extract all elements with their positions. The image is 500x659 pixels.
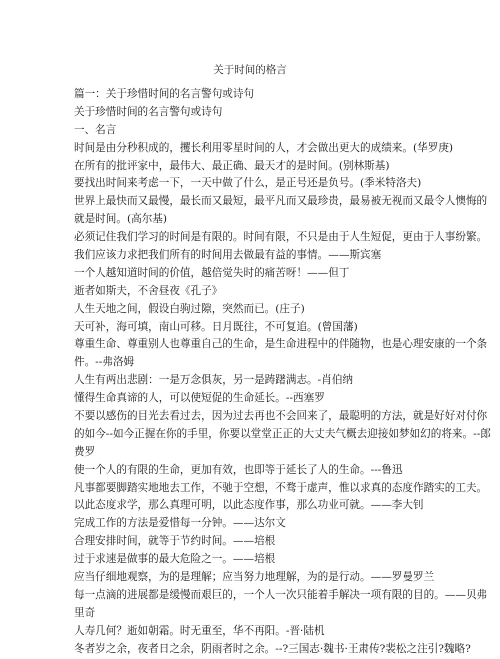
text-line: 就是时间。(高尔基) [74, 213, 168, 226]
text-line: 完成工作的方法是爱惜每一分钟。——达尔文 [74, 517, 286, 530]
text-line: 一、名言 [74, 123, 117, 136]
text-line: 人寿几何？逝如朝霜。时无重至，华不再阳。-晋·陆机 [74, 624, 325, 637]
text-line: 费罗 [74, 445, 96, 458]
document-body [74, 86, 491, 659]
text-line: 一个人越知道时间的价值，越倍觉失时的痛苦呀！——但丁 [74, 266, 350, 279]
text-line: 人生有两出悲剧：一是万念俱灰，另一是踌躇满志。-肖伯纳 [74, 374, 354, 387]
text-line: 的如今--如今正握在你的手里，你要以堂堂正正的大丈夫气概去迎接如梦如幻的将来。--郎 [74, 427, 491, 440]
text-line: 天可补，海可填，南山可移。日月既往，不可复追。(曾国藩) [74, 320, 358, 333]
text-line: 冬者岁之余，夜者日之余，阴雨者时之余。--?三国志·魏书·王肃传?裴松之注引?魏略? [74, 642, 471, 655]
text-line: 过于求速是做事的最大危险之一。——培根 [74, 553, 276, 566]
text-line: 要找出时间来考虑一下，一天中做了什么，是正号还是负号。(季米特洛夫) [74, 177, 422, 190]
text-line: 世界上最快而又最慢，最长而又最短，最平凡而又最珍贵，最易被无视而又最令人懊悔的 [74, 195, 488, 208]
text-line: 使一个人的有限的生命，更加有效，也即等于延长了人的生命。---鲁迅 [74, 463, 403, 476]
text-line: 懂得生命真谛的人，可以使短促的生命延长。--西塞罗 [74, 392, 325, 405]
text-line: 必须记住我们学习的时间是有限的。时间有限，不只是由于人生短促，更由于人事纷繁。 [74, 231, 488, 244]
text-line: 在所有的批评家中，最伟大、最正确、最天才的是时间。(别林斯基) [74, 159, 390, 172]
text-line: 时间是由分秒积成的，攫长利用零星时间的人，才会做出更大的成绩来。(华罗庚) [74, 141, 454, 154]
text-line: 每一点滴的进展都是缓慢而艰巨的，一个人一次只能着手解决一项有限的目的。——贝弗 [74, 588, 488, 601]
text-line: 凡事都要脚踏实地地去工作，不驰于空想，不骛于虚声，惟以求真的态度作踏实的工夫。 [74, 481, 488, 494]
text-line: 我们应该力求把我们所有的时间用去做最有益的事情。——斯宾塞 [74, 249, 382, 262]
text-line: 以此态度求学，那么真理可明，以此态度作事，那么功业可就。——李大钊 [74, 499, 424, 512]
text-line: 篇一：关于珍惜时间的名言警句或诗句 [74, 88, 255, 100]
text-line: 应当仔细地观察，为的是理解；应当努力地理解，为的是行动。——罗曼罗兰 [74, 571, 435, 584]
document-title: 关于时间的格言 [213, 64, 287, 76]
text-line: 里奇 [74, 606, 96, 619]
text-line: 逝者如斯夫，不舍昼夜《孔子》 [74, 284, 223, 297]
text-line: 不要以感伤的目光去看过去，因为过去再也不会回来了，最聪明的方法，就是好好对付你 [74, 410, 488, 423]
text-line: 尊重生命、尊重别人也尊重自己的生命，是生命进程中的伴随物，也是心理安康的一个条 [74, 338, 488, 351]
text-line: 合理安排时间，就等于节约时间。——培根 [74, 535, 276, 548]
text-line: 关于珍惜时间的名言警句或诗句 [74, 105, 223, 118]
text-line: 件。--弗洛姆 [74, 356, 135, 369]
text-line: 人生天地之间，假设白驹过隙，突然而已。(庄子) [74, 302, 305, 315]
